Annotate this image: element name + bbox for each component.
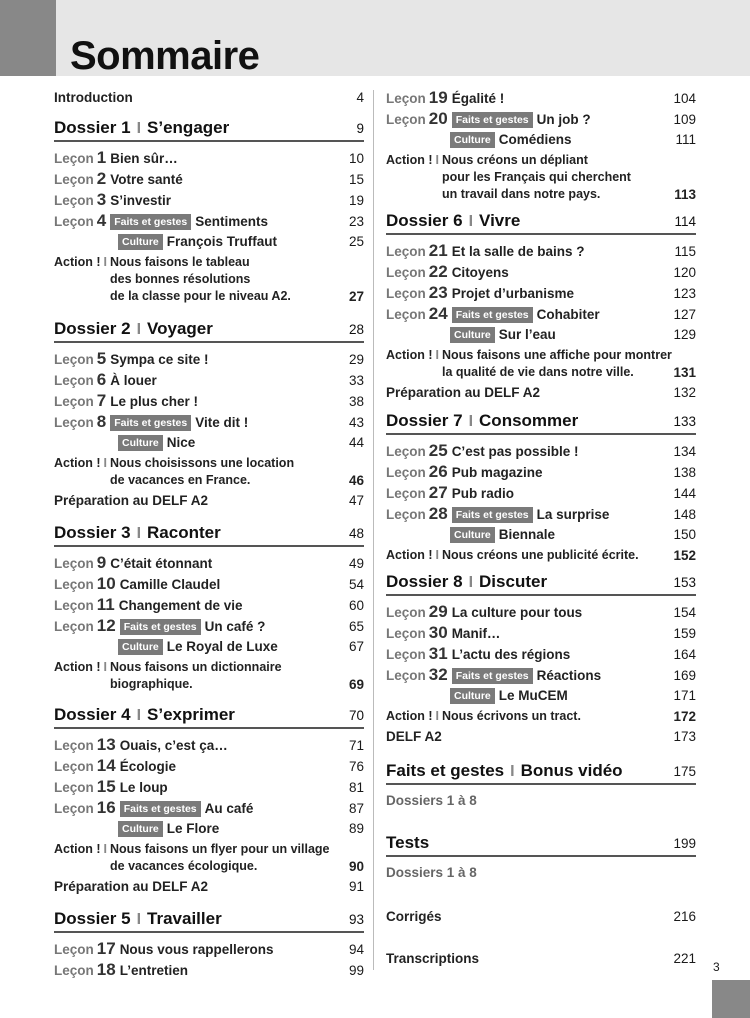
- toc-entry-lecon-3[interactable]: Leçon 3 S’investir 19: [54, 190, 364, 209]
- toc-entry-culture-20[interactable]: Culture Comédiens 111: [386, 130, 696, 150]
- header-tab: [0, 0, 56, 76]
- toc-entry-lecon-25[interactable]: Leçon 25 C’est pas possible ! 134: [386, 441, 696, 460]
- toc-entry-lecon-7[interactable]: Leçon 7 Le plus cher ! 38: [54, 391, 364, 410]
- entry-title: Introduction: [54, 90, 133, 105]
- separator-bar: I: [136, 120, 142, 137]
- toc-entry-lecon-6[interactable]: Leçon 6 À louer 33: [54, 370, 364, 389]
- toc-entry-lecon-15[interactable]: Leçon 15 Le loup 81: [54, 777, 364, 796]
- toc-entry-lecon-31[interactable]: Leçon 31 L’actu des régions 164: [386, 644, 696, 663]
- toc-entry-lecon-32[interactable]: Leçon 32 Faits et gestes Réactions 169: [386, 665, 696, 684]
- culture-tag: Culture: [118, 234, 163, 250]
- toc-entry-lecon-9[interactable]: Leçon 9 C’était étonnant 49: [54, 553, 364, 572]
- toc-entry-action-8[interactable]: Action ! I Nous écrivons un tract. 172: [386, 709, 696, 724]
- column-divider: [373, 90, 374, 970]
- toc-entry-action-6[interactable]: Action ! I Nous faisons une affiche pour montrer la qualité de vie dans notre ville. 131: [386, 348, 696, 380]
- toc-entry-action-1[interactable]: Action ! I Nous faisons le tableau des bonnes résolutions de la classe pour le niveau A2. 27: [54, 255, 364, 304]
- dossier-page: 9: [356, 121, 364, 136]
- toc-entry-lecon-22[interactable]: Leçon 22 Citoyens 120: [386, 262, 696, 281]
- toc-entry-lecon-18[interactable]: Leçon 18 L’entretien 99: [54, 960, 364, 979]
- section-tests[interactable]: Tests 199: [386, 833, 696, 857]
- toc-entry-prep-delf-1[interactable]: Préparation au DELF A2 47: [54, 493, 364, 508]
- dossier-3-header[interactable]: Dossier 3 I Raconter 48: [54, 523, 364, 547]
- toc-entry-action-2[interactable]: Action ! I Nous choisissons une location de vacances en France. 46: [54, 456, 364, 488]
- toc-entry-lecon-30[interactable]: Leçon 30 Manif… 159: [386, 623, 696, 642]
- dossier-name: S’engager: [147, 118, 230, 137]
- toc-entry-introduction[interactable]: [54, 88, 364, 108]
- dossier-1-header[interactable]: [54, 118, 364, 142]
- toc-entry-delf-a2[interactable]: DELF A2 173: [386, 729, 696, 744]
- toc-entry-transcriptions[interactable]: Transcriptions 221: [386, 951, 696, 966]
- toc-entry-action-7[interactable]: Action ! I Nous créons une publicité écrite. 152: [386, 548, 696, 563]
- dossier-7-header[interactable]: Dossier 7 I Consommer 133: [386, 411, 696, 435]
- toc-entry-culture-12[interactable]: Culture Le Royal de Luxe 67: [54, 637, 364, 657]
- page-number: 3: [713, 960, 720, 974]
- toc-entry-action-4[interactable]: Action ! I Nous faisons un flyer pour un village de vacances écologique. 90: [54, 842, 364, 874]
- toc-entry-lecon-17[interactable]: Leçon 17 Nous vous rappellerons 94: [54, 939, 364, 958]
- toc-entry-lecon-23[interactable]: Leçon 23 Projet d’urbanisme 123: [386, 283, 696, 302]
- toc-entry-lecon-4[interactable]: Leçon 4 Faits et gestes Sentiments 23: [54, 211, 364, 230]
- toc-entry-lecon-16[interactable]: Leçon 16 Faits et gestes Au café 87: [54, 798, 364, 817]
- toc-entry-lecon-5[interactable]: Leçon 5 Sympa ce site ! 29: [54, 349, 364, 368]
- toc-entry-lecon-28[interactable]: Leçon 28 Faits et gestes La surprise 148: [386, 504, 696, 523]
- toc-entry-action-5[interactable]: Action ! I Nous créons un dépliant pour les Français qui cherchent un travail dans notre pays. 113: [386, 153, 696, 202]
- toc-entry-lecon-26[interactable]: Leçon 26 Pub magazine 138: [386, 462, 696, 481]
- toc-left-column: [54, 88, 364, 981]
- toc-entry-lecon-21[interactable]: Leçon 21 Et la salle de bains ? 115: [386, 241, 696, 260]
- toc-entry-lecon-19[interactable]: Leçon 19 Égalité ! 104: [386, 88, 696, 107]
- toc-entry-lecon-29[interactable]: Leçon 29 La culture pour tous 154: [386, 602, 696, 621]
- toc-entry-lecon-10[interactable]: Leçon 10 Camille Claudel 54: [54, 574, 364, 593]
- toc-entry-lecon-12[interactable]: Leçon 12 Faits et gestes Un café ? 65: [54, 616, 364, 635]
- dossier-5-header[interactable]: Dossier 5 I Travailler 93: [54, 909, 364, 933]
- faits-gestes-tag: Faits et gestes: [110, 214, 191, 230]
- dossier-2-header[interactable]: Dossier 2 I Voyager 28: [54, 319, 364, 343]
- dossier-4-header[interactable]: Dossier 4 I S’exprimer 70: [54, 705, 364, 729]
- section-bonus-sub: Dossiers 1 à 8: [386, 793, 477, 808]
- entry-page: 4: [356, 90, 364, 105]
- toc-entry-culture-28[interactable]: Culture Biennale 150: [386, 525, 696, 545]
- corner-tab: [712, 980, 750, 1018]
- toc-right-column: [386, 88, 696, 969]
- dossier-6-header[interactable]: Dossier 6 I Vivre 114: [386, 211, 696, 235]
- toc-entry-culture-16[interactable]: Culture Le Flore 89: [54, 819, 364, 839]
- toc-entry-corriges[interactable]: Corrigés 216: [386, 909, 696, 924]
- toc-entry-lecon-24[interactable]: Leçon 24 Faits et gestes Cohabiter 127: [386, 304, 696, 323]
- toc-entry-lecon-8[interactable]: Leçon 8 Faits et gestes Vite dit ! 43: [54, 412, 364, 431]
- toc-entry-culture-32[interactable]: Culture Le MuCEM 171: [386, 686, 696, 706]
- toc-entry-lecon-1[interactable]: Leçon 1 Bien sûr… 10: [54, 148, 364, 167]
- toc-entry-lecon-14[interactable]: Leçon 14 Écologie 76: [54, 756, 364, 775]
- toc-entry-prep-delf-2[interactable]: Préparation au DELF A2 91: [54, 879, 364, 894]
- toc-entry-lecon-2[interactable]: Leçon 2 Votre santé 15: [54, 169, 364, 188]
- toc-entry-culture-4[interactable]: Culture François Truffaut 25: [54, 232, 364, 252]
- toc-entry-lecon-27[interactable]: Leçon 27 Pub radio 144: [386, 483, 696, 502]
- toc-entry-lecon-11[interactable]: Leçon 11 Changement de vie 60: [54, 595, 364, 614]
- toc-entry-lecon-13[interactable]: Leçon 13 Ouais, c’est ça… 71: [54, 735, 364, 754]
- toc-entry-culture-24[interactable]: Culture Sur l’eau 129: [386, 325, 696, 345]
- dossier-8-header[interactable]: Dossier 8 I Discuter 153: [386, 572, 696, 596]
- toc-entry-action-3[interactable]: Action ! I Nous faisons un dictionnaire biographique. 69: [54, 660, 364, 692]
- toc-entry-prep-delf-3[interactable]: Préparation au DELF A2 132: [386, 385, 696, 400]
- toc-entry-culture-8[interactable]: Culture Nice 44: [54, 433, 364, 453]
- page-title: Sommaire: [70, 34, 260, 78]
- section-bonus-video[interactable]: Faits et gestes I Bonus vidéo 175: [386, 761, 696, 785]
- dossier-label: Dossier 1: [54, 118, 131, 137]
- toc-entry-lecon-20[interactable]: Leçon 20 Faits et gestes Un job ? 109: [386, 109, 696, 128]
- section-tests-sub: Dossiers 1 à 8: [386, 865, 477, 880]
